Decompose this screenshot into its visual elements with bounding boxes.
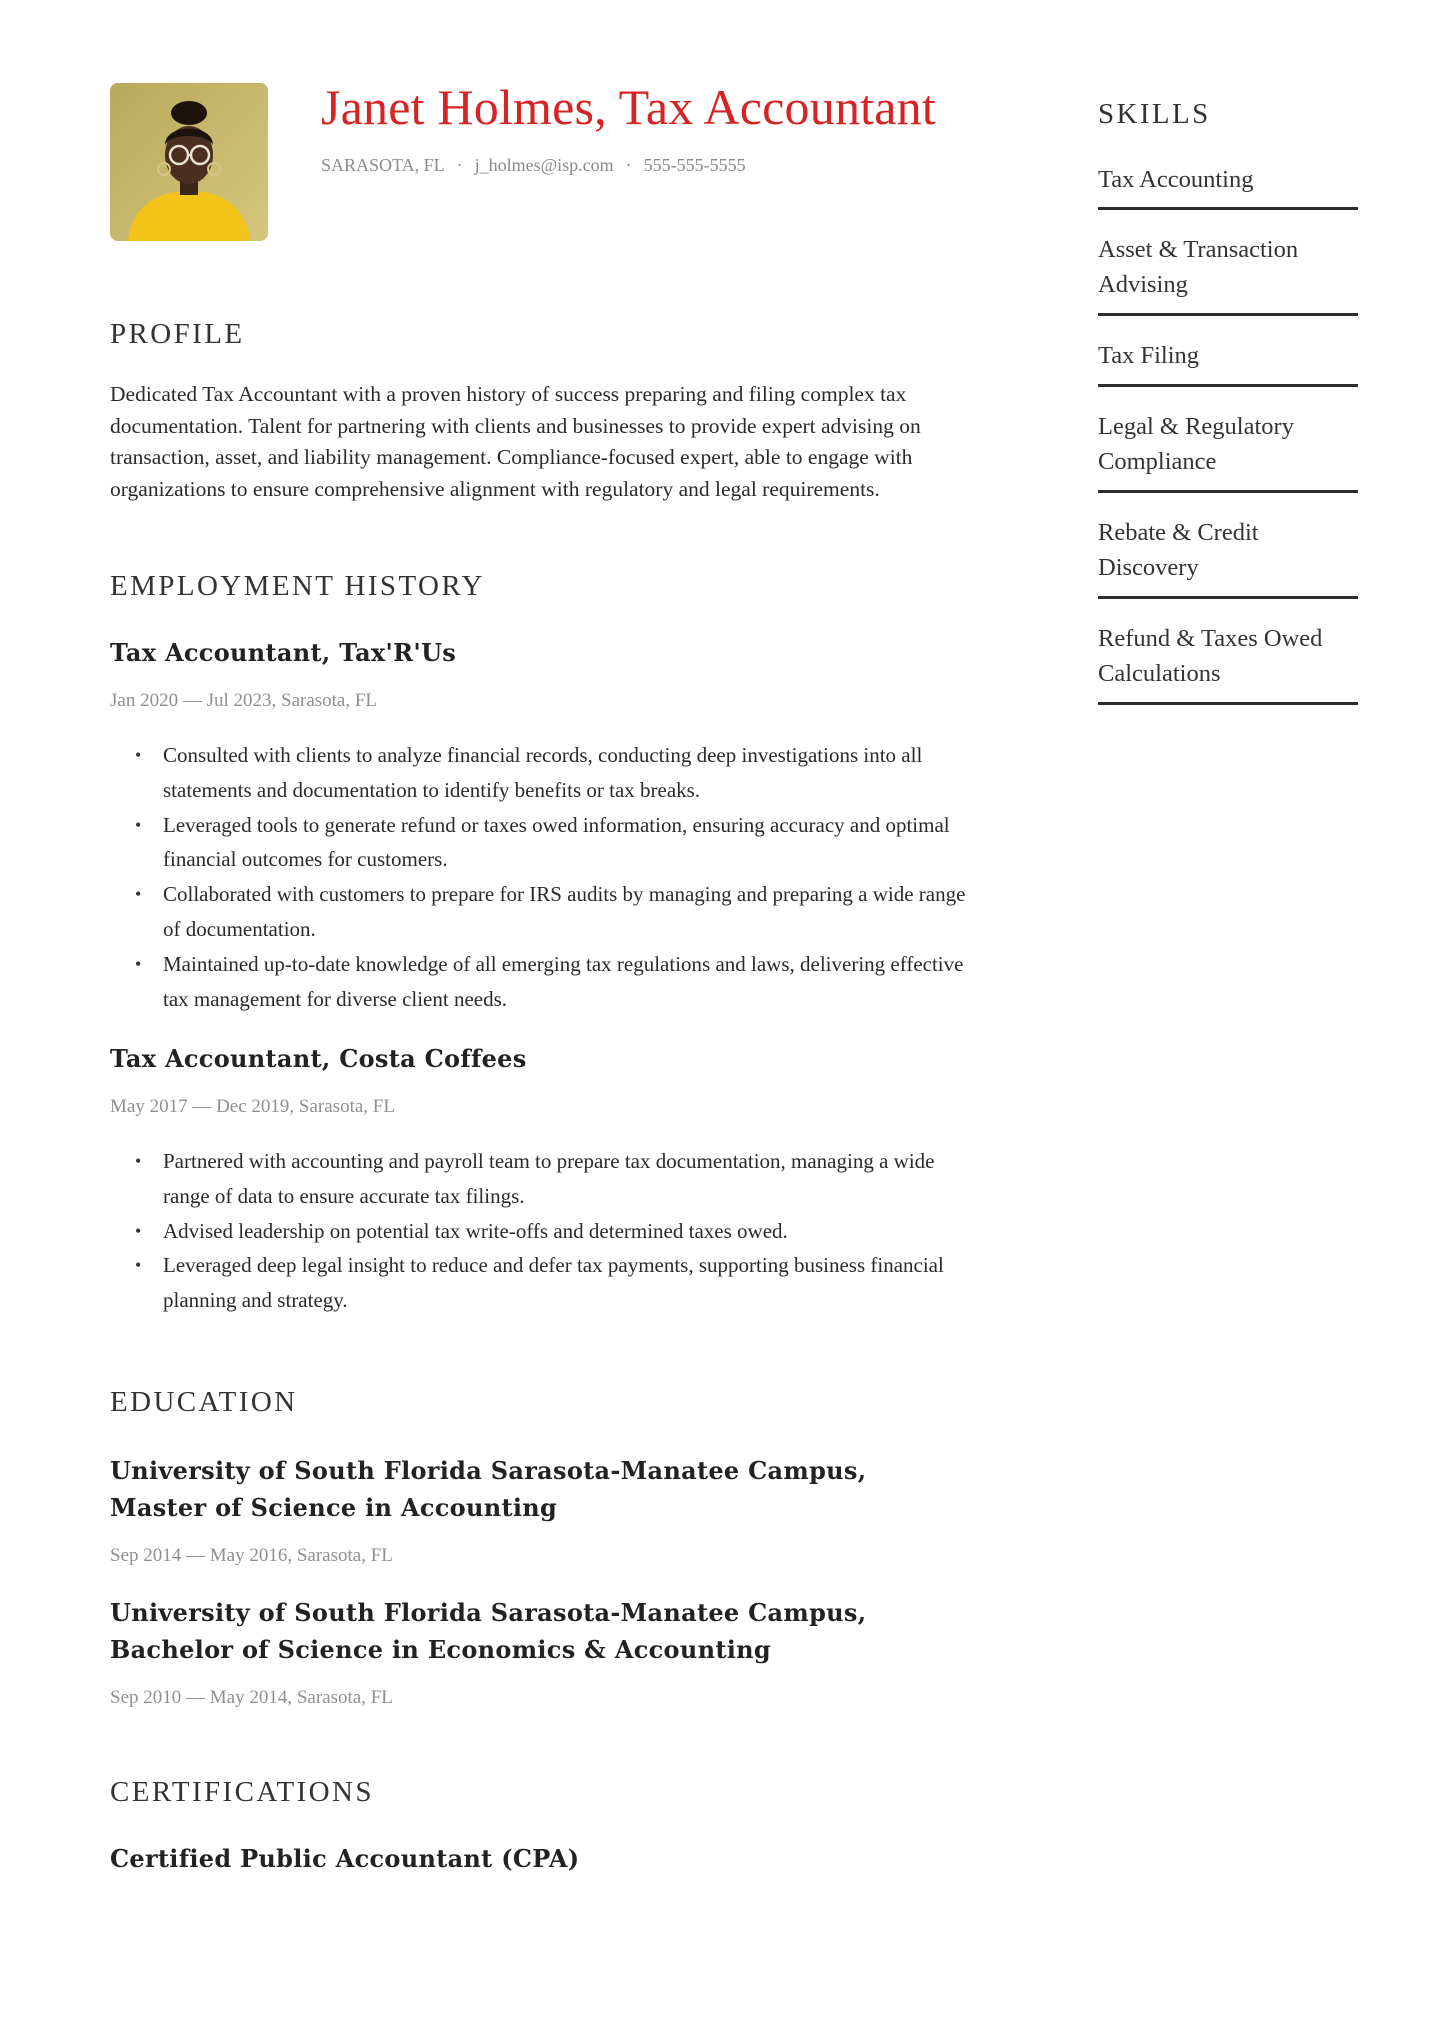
contact-separator: · xyxy=(625,155,632,175)
skill-item: Tax Filing xyxy=(1098,342,1200,369)
job-bullet: • Partnered with accounting and payroll team to prepare tax documentation, managing a wide range of data to ensure accurate tax filings. xyxy=(135,1144,975,1214)
contact-separator: · xyxy=(456,155,463,175)
candidate-name: Janet Holmes, Tax Accountant xyxy=(321,79,936,135)
job-bullet: • Advised leadership on potential tax write-offs and determined taxes owed. xyxy=(135,1214,975,1249)
skill-item: Rebate & Credit Discovery xyxy=(1098,519,1259,581)
profile-photo xyxy=(110,83,268,241)
job-title: Tax Accountant, Tax'R'Us xyxy=(110,638,457,667)
skill-item: Legal & Regulatory Compliance xyxy=(1098,413,1294,475)
skill-divider xyxy=(1098,596,1358,599)
section-title-education: EDUCATION xyxy=(110,1386,298,1418)
skill-item: Refund & Taxes Owed Calculations xyxy=(1098,625,1323,687)
education-title: University of South Florida Sarasota-Manatee Campus, Master of Science in Accounting xyxy=(110,1456,867,1522)
job-bullets xyxy=(135,738,975,1016)
job-bullet: • Consulted with clients to analyze financial records, conducting deep investigations into all statements and documentation to identify benefits or tax breaks. xyxy=(135,738,975,808)
email-text: j_holmes@isp.com xyxy=(474,155,614,175)
profile-summary: Dedicated Tax Accountant with a proven history of success preparing and filing complex tax documentation. Talent for partnering with clients and businesses to provide expert advising on transaction, asset, and liability management. Compliance-focused expert, able to engage with organizations to ensure comprehensive alignment with regulatory and legal requirements. xyxy=(110,382,921,501)
skill-item: Tax Accounting xyxy=(1098,166,1254,193)
job-bullet: • Maintained up-to-date knowledge of all emerging tax regulations and laws, delivering effective tax management for diverse client needs. xyxy=(135,947,975,1017)
job-dates: Jan 2020 — Jul 2023, Sarasota, FL xyxy=(110,690,378,711)
skill-divider xyxy=(1098,207,1358,210)
job-title: Tax Accountant, Costa Coffees xyxy=(110,1044,527,1073)
job-bullet: • Leveraged deep legal insight to reduce and defer tax payments, supporting business financial planning and strategy. xyxy=(135,1248,975,1318)
education-dates: Sep 2010 — May 2014, Sarasota, FL xyxy=(110,1687,393,1708)
skill-divider xyxy=(1098,384,1358,387)
section-title-skills: SKILLS xyxy=(1098,98,1211,130)
phone-text: 555-555-5555 xyxy=(643,155,746,175)
certification-item: Certified Public Accountant (CPA) xyxy=(110,1844,580,1873)
skill-divider xyxy=(1098,313,1358,316)
contact-line xyxy=(321,155,746,176)
section-title-certifications: CERTIFICATIONS xyxy=(110,1776,374,1808)
education-title: University of South Florida Sarasota-Manatee Campus, Bachelor of Science in Economics & Accounting xyxy=(110,1598,867,1664)
skill-item: Asset & Transaction Advising xyxy=(1098,236,1299,298)
job-bullet: • Leveraged tools to generate refund or taxes owed information, ensuring accuracy and optimal financial outcomes for customers. xyxy=(135,808,975,878)
section-title-employment: EMPLOYMENT HISTORY xyxy=(110,570,485,602)
skill-divider xyxy=(1098,702,1358,705)
job-bullet: • Collaborated with customers to prepare for IRS audits by managing and preparing a wide range of documentation. xyxy=(135,877,975,947)
section-title-profile: PROFILE xyxy=(110,318,245,350)
portrait-image xyxy=(110,83,268,241)
skill-divider xyxy=(1098,490,1358,493)
job-dates: May 2017 — Dec 2019, Sarasota, FL xyxy=(110,1096,395,1117)
education-dates: Sep 2014 — May 2016, Sarasota, FL xyxy=(110,1545,393,1566)
location-text: SARASOTA, FL xyxy=(321,155,445,175)
job-bullets xyxy=(135,1144,975,1318)
